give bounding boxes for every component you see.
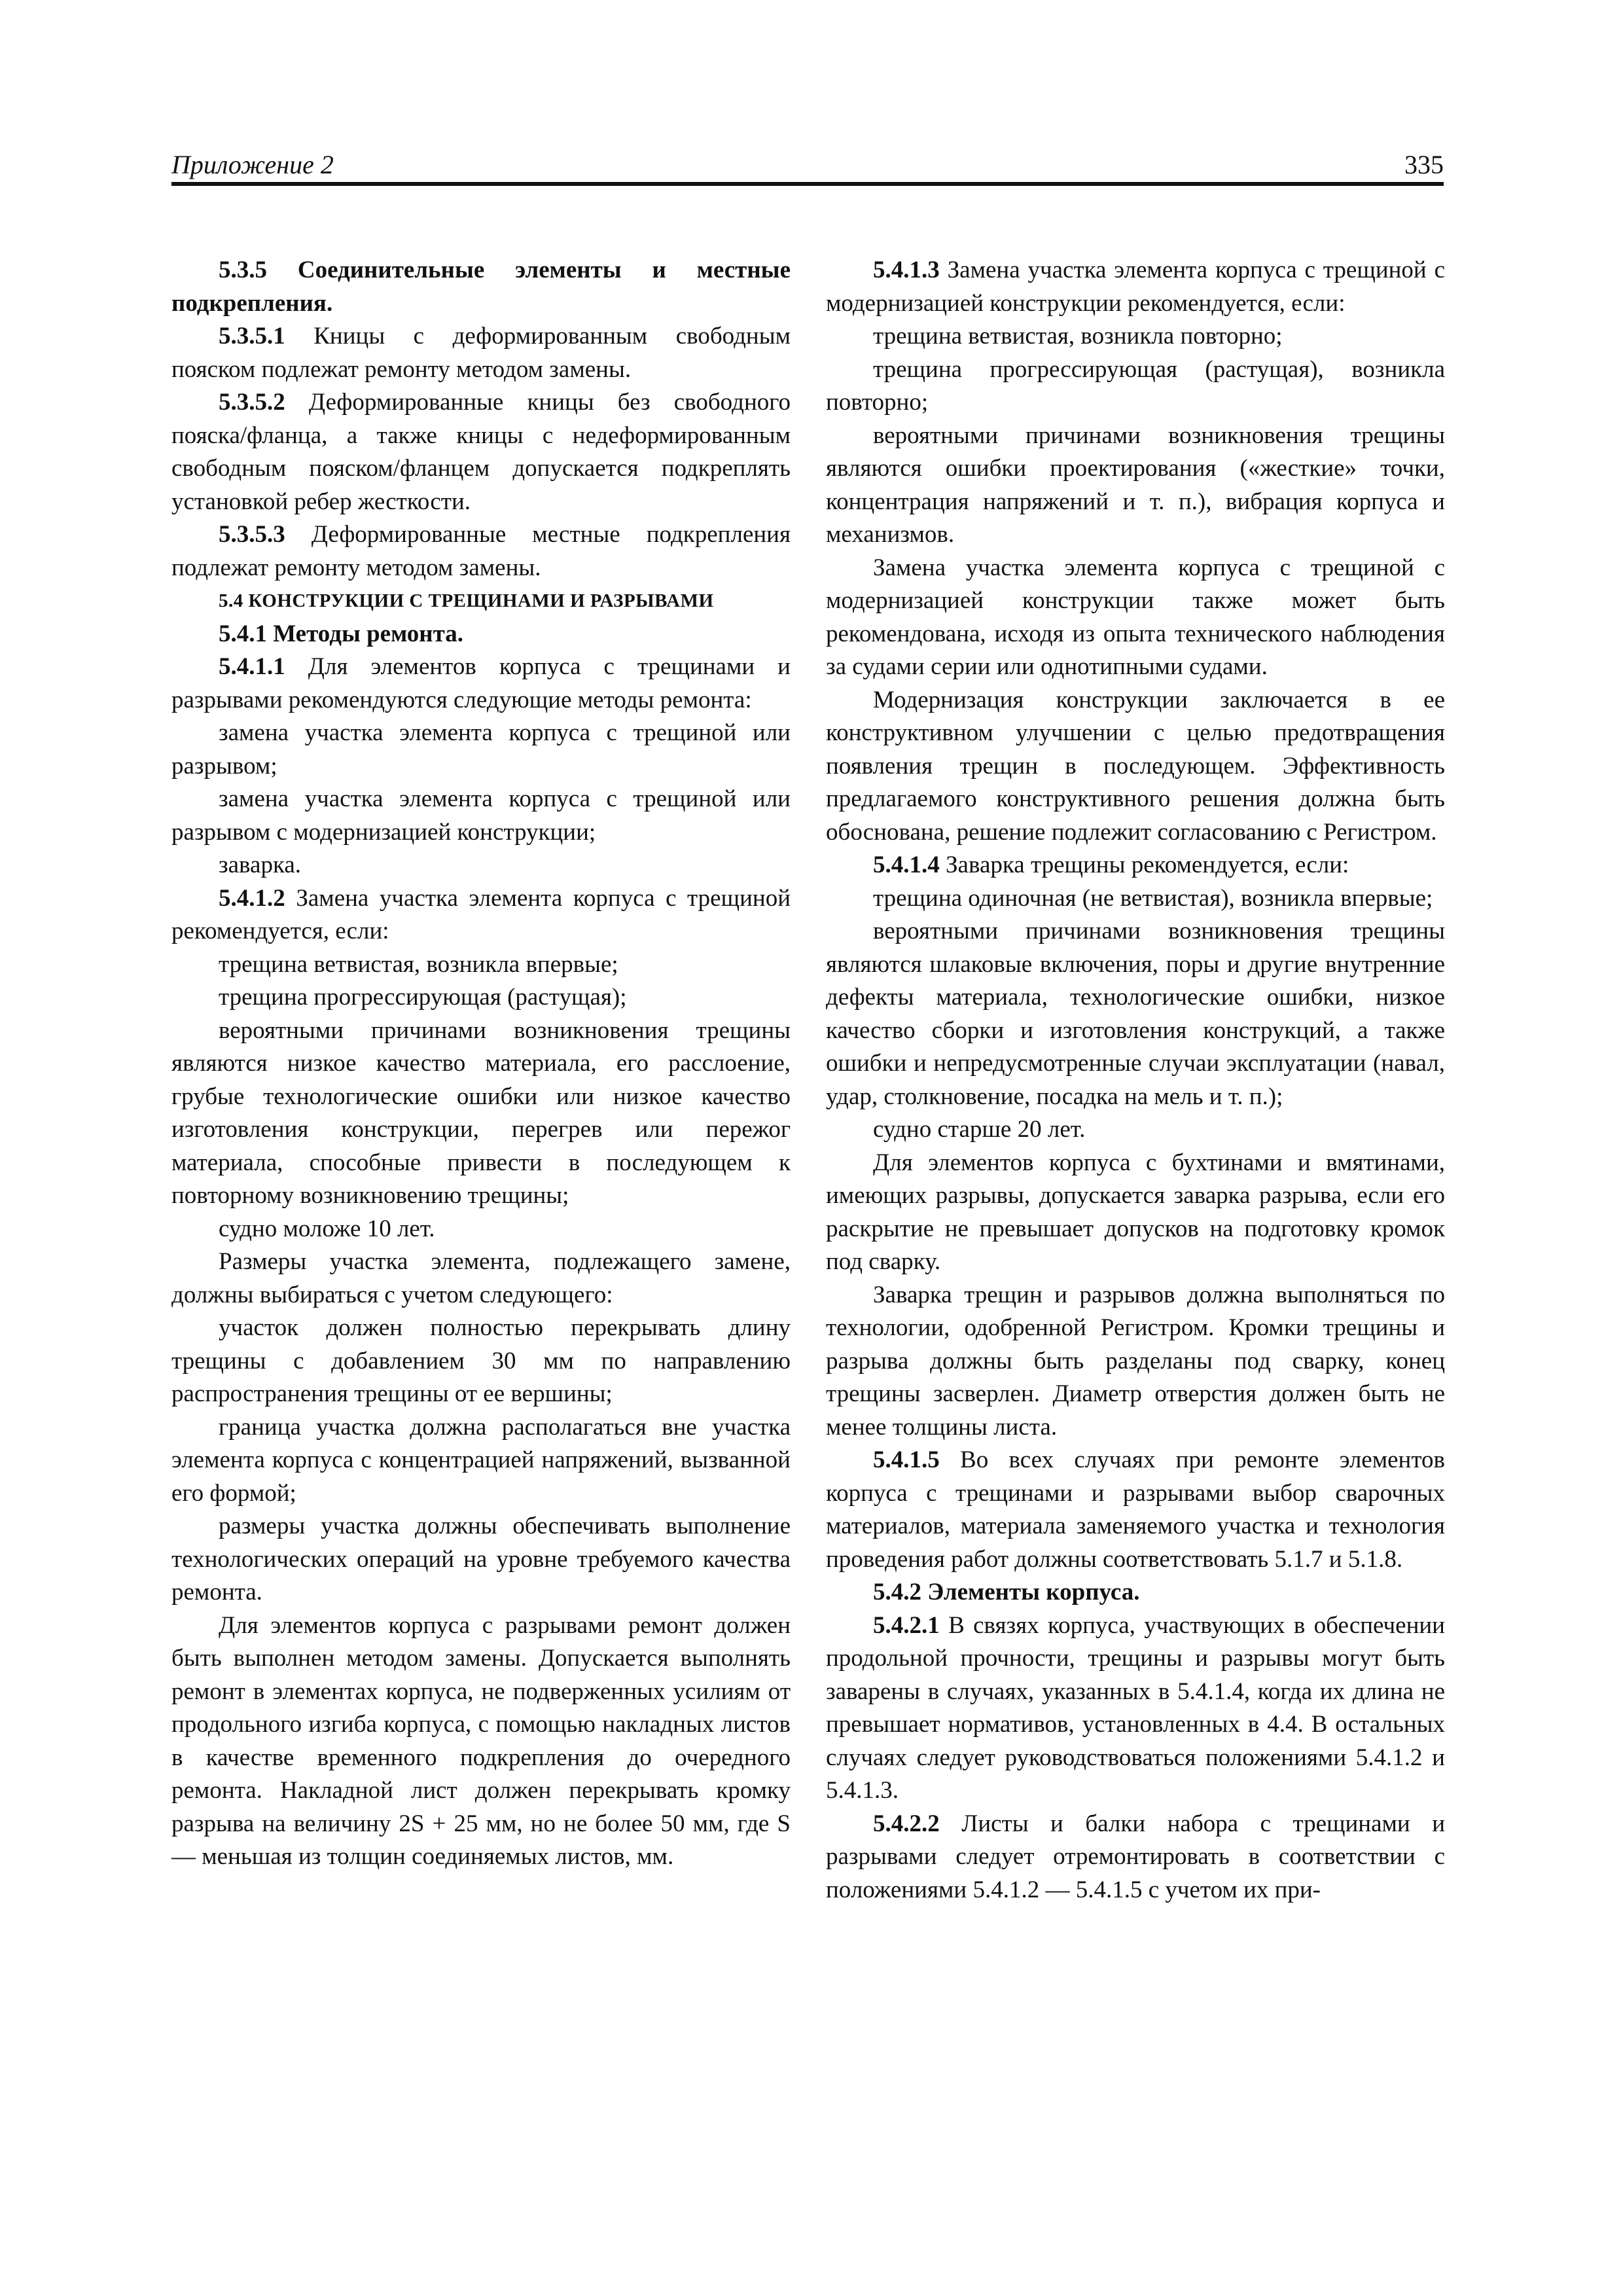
paragraph-text: граница участка должна располагаться вне участка элемента корпуса с концентрацией напряжений, вызванной его формой; xyxy=(171,1413,791,1507)
paragraph-text: Для элементов корпуса с бухтинами и вмятинами, имеющих разрывы, допускается заварка разрыва, если его раскрытие не превышает допусков на подготовку кромок под сварку. xyxy=(826,1149,1445,1275)
paragraph xyxy=(171,1014,791,1213)
paragraph-text: замена участка элемента корпуса с трещиной или разрывом; xyxy=(171,719,791,780)
paragraph xyxy=(171,849,791,882)
subsection-heading: 5.4.1 Методы ремонта. xyxy=(219,620,463,647)
paragraph xyxy=(171,651,791,717)
paragraph xyxy=(171,981,791,1014)
page-number: 335 xyxy=(1404,150,1444,179)
clause-number: 5.3.5.3 xyxy=(219,521,285,548)
right-column xyxy=(826,254,1445,1907)
clause-number: 5.3.5.1 xyxy=(219,323,285,350)
section-title: 5.4 КОНСТРУКЦИИ С ТРЕЩИНАМИ И РАЗРЫВАМИ xyxy=(219,590,714,611)
paragraph-text: судно старше 20 лет. xyxy=(873,1116,1086,1143)
paragraph-text: трещина прогрессирующая (растущая); xyxy=(219,984,627,1011)
paragraph xyxy=(171,882,791,948)
paragraph xyxy=(171,783,791,849)
paragraph-text: вероятными причинами возникновения трещины являются низкое качество материала, его расслоение, грубые технологические ошибки или низкое качество изготовления конструкции, перегрев или пережог материала, способные привести в последующем к повторному возникновению трещины; xyxy=(171,1016,791,1209)
paragraph xyxy=(826,684,1445,850)
paragraph xyxy=(826,1113,1445,1147)
paragraph-text: Заварка трещин и разрывов должна выполняться по технологии, одобренной Регистром. Кромки трещины и разрыва должны быть разделаны под сварку, конец трещины засверлен. Диаметр отверстия должен быть не менее толщины листа. xyxy=(826,1281,1445,1441)
paragraph-text: трещина прогрессирующая (растущая), возникла повторно; xyxy=(826,355,1445,416)
paragraph-text: вероятными причинами возникновения трещины являются ошибки проектирования («жесткие» точки, концентрация напряжений и т. п.), вибрация корпуса и механизмов. xyxy=(826,422,1445,548)
paragraph-text: Замена участка элемента корпуса с трещиной с модернизацией конструкции рекомендуется, если: xyxy=(826,257,1445,317)
subsection-heading: 5.3.5 Соединительные элементы и местные подкрепления. xyxy=(171,257,791,317)
paragraph xyxy=(171,1411,791,1511)
paragraph xyxy=(171,1213,791,1246)
paragraph xyxy=(171,1609,791,1874)
clause-number: 5.4.1.2 xyxy=(219,884,285,912)
paragraph-text: Кницы с деформированным свободным пояском подлежат ремонту методом замены. xyxy=(171,323,791,383)
paragraph xyxy=(171,948,791,982)
paragraph-text: Деформированные местные подкрепления подлежат ремонту методом замены. xyxy=(171,521,791,581)
paragraph-text: замена участка элемента корпуса с трещиной или разрывом с модернизацией конструкции; xyxy=(171,785,791,846)
paragraph xyxy=(826,353,1445,420)
paragraph-text: трещина одиночная (не ветвистая), возникла впервые; xyxy=(873,884,1433,912)
paragraph xyxy=(826,1444,1445,1576)
paragraph xyxy=(171,1510,791,1609)
paragraph-text: вероятными причинами возникновения трещины являются шлаковые включения, поры и другие внутренние дефекты материала, технологические ошибки, низкое качество сборки и изготовления конструкций, а также ошибки и непредусмотренные случаи эксплуатации (навал, удар, столкновение, посадка на мель и т. п.); xyxy=(826,918,1445,1110)
paragraph-text: участок должен полностью перекрывать длину трещины с добавлением 30 мм по направлению распространения трещины от ее вершины; xyxy=(171,1314,791,1407)
running-title: Приложение 2 xyxy=(171,150,334,179)
paragraph xyxy=(826,1808,1445,1907)
clause-number: 5.4.1.1 xyxy=(219,653,285,680)
clause-number: 5.4.1.5 xyxy=(873,1446,940,1473)
paragraph xyxy=(171,1312,791,1411)
paragraph xyxy=(171,1246,791,1312)
paragraph-text: заварка. xyxy=(219,852,302,878)
clause-number: 5.4.1.3 xyxy=(873,257,940,283)
paragraph xyxy=(826,552,1445,684)
paragraph-text: Замена участка элемента корпуса с трещиной рекомендуется, если: xyxy=(171,884,791,944)
paragraph xyxy=(826,320,1445,353)
left-column xyxy=(171,254,791,1874)
paragraph-text: Замена участка элемента корпуса с трещиной с модернизацией конструкции также может быть рекомендована, исходя из опыта технического наблюдения за судами серии или однотипными судами. xyxy=(826,554,1445,680)
paragraph-text: Модернизация конструкции заключается в ее конструктивном улучшении с целью предотвращения появления трещин в последующем. Эффективность предлагаемого конструктивного решения должна быть обоснована, решение подлежит согласованию с Регистром. xyxy=(826,686,1445,846)
paragraph xyxy=(826,849,1445,882)
clause-number: 5.4.1.4 xyxy=(873,852,940,878)
paragraph xyxy=(826,882,1445,916)
paragraph-text: Заварка трещины рекомендуется, если: xyxy=(939,852,1349,878)
paragraph xyxy=(826,420,1445,552)
clause-number: 5.4.2.1 xyxy=(873,1611,940,1639)
paragraph xyxy=(171,518,791,584)
paragraph-text: Листы и балки набора с трещинами и разрывами следует отремонтировать в соответствии с положениями 5.4.1.2 — 5.4.1.5 с учетом их при- xyxy=(826,1810,1445,1903)
paragraph-text: трещина ветвистая, возникла повторно; xyxy=(873,323,1283,350)
paragraph-text: Размеры участка элемента, подлежащего замене, должны выбираться с учетом следующего: xyxy=(171,1248,791,1308)
paragraph-text: Деформированные кницы без свободного пояска/фланца, а также кницы с недеформированным свободным пояском/фланцем допускается подкреплять установкой ребер жесткости. xyxy=(171,389,791,515)
paragraph xyxy=(826,254,1445,320)
paragraph-text: судно моложе 10 лет. xyxy=(219,1215,435,1242)
paragraph-text: В связях корпуса, участвующих в обеспечении продольной прочности, трещины и разрывы могут быть заварены в случаях, указанных в 5.4.1.4, когда их длина не превышает нормативов, установленных в 4.4. В остальных случаях следует руководствоваться положениями 5.4.1.2 и 5.4.1.3. xyxy=(826,1611,1445,1804)
paragraph xyxy=(171,320,791,386)
paragraph xyxy=(826,1147,1445,1279)
paragraph-text: трещина ветвистая, возникла впервые; xyxy=(219,950,618,978)
paragraph-text: Во всех случаях при ремонте элементов корпуса с трещинами и разрывами выбор сварочных материалов, материала заменяемого участка и технология проведения работ должны соответствовать 5.1.7 и 5.1.8. xyxy=(826,1446,1445,1573)
paragraph xyxy=(171,386,791,518)
subsection-heading: 5.4.2 Элементы корпуса. xyxy=(873,1579,1140,1605)
clause-number: 5.3.5.2 xyxy=(219,389,285,416)
paragraph-text: размеры участка должны обеспечивать выполнение технологических операций на уровне требуемого качества ремонта. xyxy=(171,1513,791,1605)
page-header xyxy=(171,145,1444,186)
paragraph xyxy=(826,915,1445,1113)
paragraph xyxy=(826,1609,1445,1808)
paragraph-text: Для элементов корпуса с разрывами ремонт должен быть выполнен методом замены. Допускается выполнять ремонт в элементах корпуса, не подверженных усилиям от продольного изгиба корпуса, с помощью накладных листов в качестве временного подкрепления до очередного ремонта. Накладной лист должен перекрывать кромку разрыва на величину 2S + 25 мм, но не более 50 мм, где S — меньшая из толщин соединяемых листов, мм. xyxy=(171,1611,791,1870)
paragraph xyxy=(826,1279,1445,1444)
paragraph xyxy=(171,717,791,783)
clause-number: 5.4.2.2 xyxy=(873,1810,940,1837)
paragraph-text: Для элементов корпуса с трещинами и разрывами рекомендуются следующие методы ремонта: xyxy=(171,653,791,713)
